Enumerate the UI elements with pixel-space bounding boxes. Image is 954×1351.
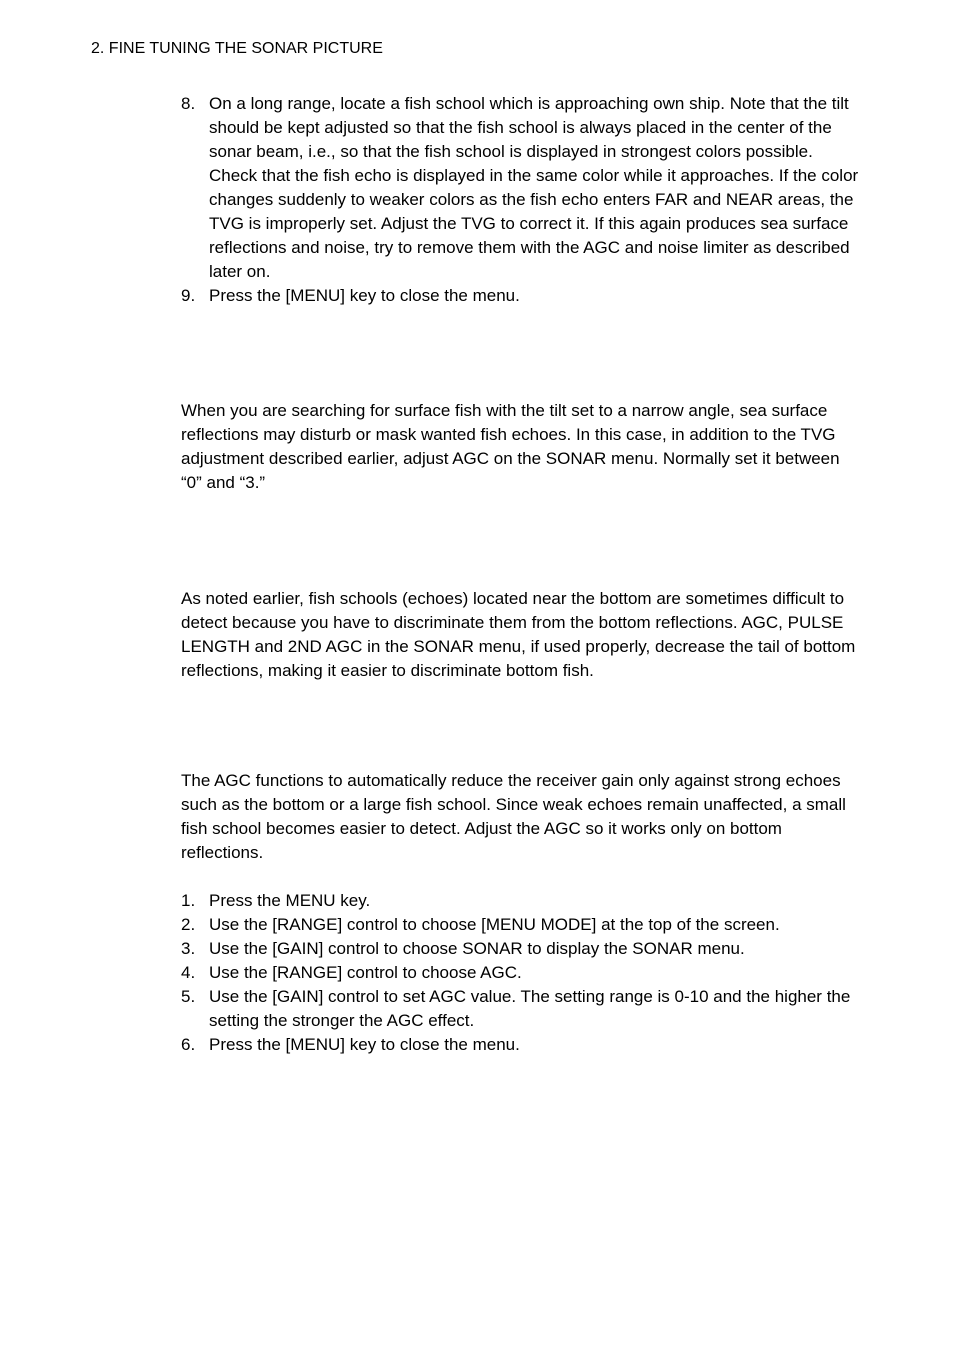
procedure-steps-continued — [181, 92, 861, 308]
step-text: Press the [MENU] key to close the menu. — [209, 286, 520, 305]
step-text: Use the [GAIN] control to choose SONAR to display the SONAR menu. — [209, 939, 745, 958]
step-number: 5. — [181, 987, 196, 1006]
step-number: 8. — [181, 94, 196, 113]
list-item — [181, 1033, 861, 1057]
list-item — [181, 937, 861, 961]
step-number: 4. — [181, 963, 196, 982]
step-text: Use the [RANGE] control to choose [MENU MODE] at the top of the screen. — [209, 915, 780, 934]
step-text: Use the [RANGE] control to choose AGC. — [209, 963, 522, 982]
step-number: 3. — [181, 939, 196, 958]
step-number: 9. — [181, 286, 196, 305]
list-item — [181, 284, 861, 308]
agc-procedure-steps — [181, 889, 861, 1057]
step-number: 6. — [181, 1035, 196, 1054]
step-text: On a long range, locate a fish school which is approaching own ship. Note that the tilt should be kept adjusted so that the fish school is always placed in the center of the sonar beam, i.e., so that the fish school is displayed in strongest colors possible. Check that the fish echo is displayed in the same color while it approaches. If the color changes suddenly to weaker colors as the fish echo enters FAR and NEAR areas, the TVG is improperly set. Adjust the TVG to correct it. If this again produces sea surface reflections and noise, try to remove them with the AGC and noise limiter as described later on. — [209, 94, 859, 281]
list-item — [181, 985, 861, 1033]
surface-fish-paragraph: When you are searching for surface fish with the tilt set to a narrow angle, sea surface reflections may disturb or mask wanted fish echoes. In this case, in addition to the TVG adjustment described earlier, adjust AGC on the SONAR menu. Normally set it between “0” and “3.” — [181, 401, 840, 492]
agc-paragraph: The AGC functions to automatically reduce the receiver gain only against strong echoes such as the bottom or a large fish school. Since weak echoes remain unaffected, a small fish school becomes easier to detect. Adjust the AGC so it works only on bottom reflections. — [181, 771, 846, 862]
step-text: Press the [MENU] key to close the menu. — [209, 1035, 520, 1054]
bottom-fish-paragraph: As noted earlier, fish schools (echoes) located near the bottom are sometimes difficult to detect because you have to discriminate them from the bottom reflections. AGC, PULSE LENGTH and 2ND AGC in the SONAR menu, if used properly, decrease the tail of bottom reflections, making it easier to discriminate bottom fish. — [181, 589, 856, 680]
list-item — [181, 92, 861, 284]
list-item — [181, 961, 861, 985]
step-text: Use the [GAIN] control to set AGC value. The setting range is 0-10 and the higher the setting the stronger the AGC effect. — [209, 987, 851, 1030]
step-number: 2. — [181, 915, 196, 934]
list-item — [181, 913, 861, 937]
step-number: 1. — [181, 891, 196, 910]
running-header: 2. FINE TUNING THE SONAR PICTURE — [91, 40, 383, 57]
list-item — [181, 889, 861, 913]
step-text: Press the MENU key. — [209, 891, 371, 910]
